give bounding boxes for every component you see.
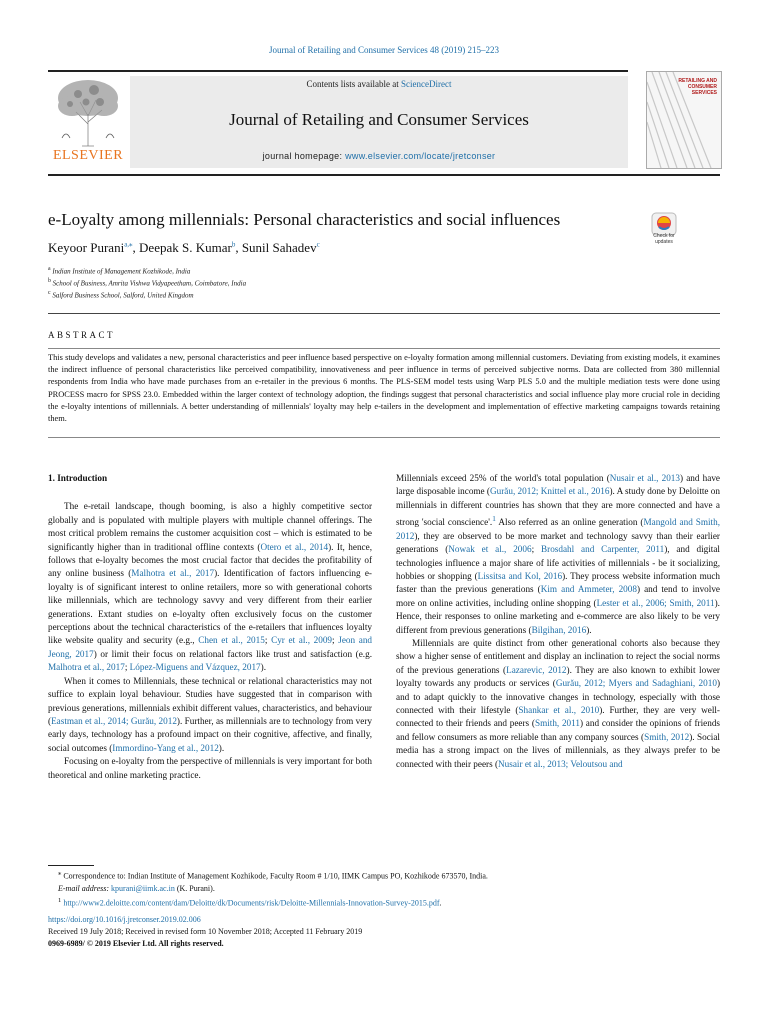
doi-link[interactable]: https://doi.org/10.1016/j.jretconser.2019.02.006 xyxy=(48,915,201,924)
footnote-1: $^1$ http://www2.deloitte.com/content/dam/Deloitte/dk/Documents/risk/Deloitte-Millennials-Innovation-Survey-2015.pdf. xyxy=(58,896,442,908)
body-paragraph: Focusing on e-loyalty from the perspective of millennials is very important for both theoretical and online marketing practice. xyxy=(48,756,372,780)
journal-cover-thumbnail[interactable] xyxy=(646,71,722,169)
deloitte-link[interactable]: http://www2.deloitte.com/content/dam/Deloitte/dk/Documents/risk/Deloitte-Millennials-Innovation-Survey-2015.pdf xyxy=(63,898,440,908)
affiliation-c: $^c$ Salford Business School, Salford, United Kingdom xyxy=(48,290,194,300)
header-top-rule xyxy=(48,70,628,72)
citation-link[interactable]: Lester et al., 2006; Smith, 2011 xyxy=(596,597,715,608)
left-column-body xyxy=(48,500,372,782)
cover-title: RETAILING AND CONSUMER SERVICES xyxy=(678,78,717,96)
author-name[interactable]: Deepak S. Kumar xyxy=(139,240,232,255)
journal-title: Journal of Retailing and Consumer Services xyxy=(229,110,529,129)
citation-link[interactable]: Lazarevic, 2012 xyxy=(506,664,567,675)
contents-line xyxy=(130,79,628,89)
citation-link[interactable]: Nusair et al., 2013; Veloutsou and xyxy=(498,758,623,769)
citation-link[interactable]: Kim and Ammeter, 2008 xyxy=(540,584,637,595)
copyright: 0969-6989/ © 2019 Elsevier Ltd. All rights reserved. xyxy=(48,939,224,948)
citation-link[interactable]: Smith, 2011 xyxy=(534,718,580,729)
body-paragraph: The e-retail landscape, though booming, is also a highly competitive sector globally and is populated with multiple players with multiple channel offerings. The most critical problem remains the customer acquisition cost – which is estimated to be significantly higher than in traditional offline contexts (Otero et al., 2014). It, hence, follows that e-loyalty becomes the most crucial factor that decides the profitability of any online business (Malhotra et al., 2017). Identification of factors influencing e-loyalty is of significant interest to online retailers, more so with generational cohorts like millennials, which are technology savvy and very different from their earlier generations. Extant studies on e-loyalty often exclusively focus on the customer perceptions about the technical characteristics of the e-retailers that influences loyalty like website quality and security (e.g., Chen et al., 2015; Cyr et al., 2009; Jeon and Jeong, 2017) or limit their focus on relational factors like trust and satisfaction (e.g. Malhotra et al., 2017; López-Miguens and Vázquez, 2017). xyxy=(48,501,373,673)
homepage-prefix: journal homepage: xyxy=(262,151,346,161)
citation-link[interactable]: Malhotra et al., 2017 xyxy=(131,568,215,579)
abstract-heading-rule xyxy=(48,348,720,349)
citation-link[interactable]: Brosdahl and Carpenter, 2011 xyxy=(541,544,665,555)
citation-link[interactable]: Lissitsa and Kol, 2016 xyxy=(477,570,563,581)
citation-link[interactable]: Smith, 2012 xyxy=(644,731,690,742)
citation-link[interactable]: Otero et al., 2014 xyxy=(260,541,329,552)
citation-link[interactable]: Chen et al., 2015 xyxy=(198,635,265,646)
citation-link[interactable]: Eastman et al., 2014; Gurău, 2012 xyxy=(51,715,177,726)
citation-link[interactable]: López-Miguens and Vázquez, 2017 xyxy=(129,662,261,673)
citation-link[interactable]: Mangold and Smith, 2012 xyxy=(396,517,720,541)
author-affiliation-marker[interactable]: b xyxy=(231,240,236,249)
author-list: Keyoor Purani$^{a,⁎}$, Deepak S. Kumar$^b$, Sunil Sahadev$^c$ xyxy=(48,240,320,255)
footnote-rule xyxy=(48,865,94,866)
citation-link[interactable]: Cyr et al., 2009 xyxy=(271,635,333,646)
author-name[interactable]: Keyoor Purani xyxy=(48,240,125,255)
citation-link[interactable]: Gurău, 2012; Knittel et al., 2016 xyxy=(490,486,610,497)
citation-link[interactable]: Nowak et al., 2006 xyxy=(448,544,532,555)
article-metadata xyxy=(48,914,362,950)
check-for-updates-button[interactable] xyxy=(646,212,682,252)
right-column xyxy=(396,472,720,771)
received-dates: Received 19 July 2018; Received in revised form 10 November 2018; Accepted 11 February 2019 xyxy=(48,927,363,936)
tree-icon xyxy=(48,76,128,148)
contents-prefix: Contents lists available at xyxy=(306,79,401,89)
abstract-text: This study develops and validates a new, personal characteristics and peer influence based perspective on e-loyalty formation among millennial customers. Deviating from existing models, it examines the indirect influence of personal characteristics like perceived compatibility, innovativeness and peer influence in terms of perceived subjective norms. Data are collected from 380 millennial respondents from India who have made purchases from an e-retailer in the previous 6 months. The PLS-SEM model tests using Warp PLS 5.0 and the multiple mediation tests were done using PROCESS macro for SPSS 23.0. Embedded within the larger context of technology adoption, the findings suggest that personal characteristics and social influence play more crucial role in deciding the e-loyalty intentions of millennials. A better understanding of millennials' loyalty may help e-tailers in the development and implementation of effective marketing campaigns towards retaining them. xyxy=(48,353,720,424)
email-footnote: E-mail address: kpurani@iimk.ac.in (K. Purani). xyxy=(58,883,215,893)
right-column-body xyxy=(396,472,720,771)
check-updates-label: Check for updates xyxy=(653,233,675,245)
citation-link[interactable]: Jeon and Jeong, 2017 xyxy=(48,635,373,659)
citation-link[interactable]: Shankar et al., 2010 xyxy=(518,704,600,715)
header-bottom-rule xyxy=(48,174,720,176)
homepage-link[interactable]: www.elsevier.com/locate/jretconser xyxy=(345,151,496,161)
citation-link[interactable]: Gurău, 2012; Myers and Sadaghiani, 2010 xyxy=(555,678,717,689)
correspondence-footnote: ⁎ Correspondence to: Indian Institute of Management Kozhikode, Faculty Room # 1/10, IIMK Campus PO, Kozhikode 673570, India. xyxy=(58,870,488,881)
publisher-name: ELSEVIER xyxy=(52,148,124,163)
body-paragraph: Millennials are quite distinct from other generational cohorts also because they show a higher sense of entitlement and display an inclination to reject the social norms of the previous generations (Lazarevic, 2012). They are also known to exhibit lower loyalty towards any products or services (Gurău, 2012; Myers and Sadaghiani, 2010) and to adapt quickly to the innovative changes in technology, especially with those connected with their lifestyle (Shankar et al., 2010). Further, they are very well-connected to their friends and peers (Smith, 2011) and consider the opinions of friends and fellow consumers as more reliable than any company sources (Smith, 2012). Social media has a strong impact on the lives of millennials, as they always prefer to be connected with their peers (Nusair et al., 2013; Veloutsou and xyxy=(396,637,720,769)
author-affiliation-marker[interactable]: a,⁎ xyxy=(124,240,133,249)
body-paragraph: Millennials exceed 25% of the world's total population (Nusair et al., 2013) and have large disposable income (Gurău, 2012; Knittel et al., 2016). A study done by Deloitte on millennials in different countries has shown that they are more connected and have a strong 'social conscience'.$^1$ Also referred as an online generation (Mangold and Smith, 2012), they are observed to be more market and technology savvy than their earlier generations (Nowak et al., 2006; Brosdahl and Carpenter, 2011), and digital technologies influence a major share of life activities of millennials - be it socializing, hobbies or shopping (Lissitsa and Kol, 2016). They process website information much faster than the previous generations (Kim and Ammeter, 2008) and tend to involve more on online activities, including online shopping (Lester et al., 2006; Smith, 2011). Hence, their responses to online marketing and e-commerce are also likely to be very different from previous generations (Bilgihan, 2016). xyxy=(396,473,721,635)
abstract-bottom-rule xyxy=(48,437,720,438)
affiliation-a: $^a$ Indian Institute of Management Kozhikode, India xyxy=(48,266,191,276)
footnote-marker[interactable]: 1 xyxy=(492,514,496,524)
section-heading-introduction: 1. Introduction xyxy=(48,473,108,483)
affiliation-b: $^b$ School of Business, Amrita Vishwa Vidyapeetham, Coimbatore, India xyxy=(48,278,247,288)
elsevier-logo xyxy=(48,76,128,168)
left-column xyxy=(48,472,372,782)
journal-homepage xyxy=(130,151,628,161)
citation-link[interactable]: Nusair et al., 2013 xyxy=(609,473,680,483)
footnotes xyxy=(48,868,720,909)
citation-link[interactable]: Immordino-Yang et al., 2012 xyxy=(112,742,219,753)
author-name[interactable]: Sunil Sahadev xyxy=(241,240,317,255)
citation-link[interactable]: Malhotra et al., 2017 xyxy=(48,662,125,673)
sciencedirect-link[interactable]: ScienceDirect xyxy=(401,79,452,89)
abstract-heading: ABSTRACT xyxy=(48,330,116,340)
author-affiliation-marker[interactable]: c xyxy=(316,240,320,249)
email-link[interactable]: kpurani@iimk.ac.in xyxy=(111,883,175,893)
journal-citation[interactable]: Journal of Retailing and Consumer Services 48 (2019) 215–223 xyxy=(269,45,499,55)
paper-title: e-Loyalty among millennials: Personal characteristics and social influences xyxy=(48,210,561,229)
citation-link[interactable]: Bilgihan, 2016 xyxy=(531,624,587,635)
body-paragraph: When it comes to Millennials, these technical or relational characteristics may not suffice to explain loyal behaviour. Studies have suggested that in comparison with previous generations, millennials exhibit different values, characteristics, and behaviour (Eastman et al., 2014; Gurău, 2012). Further, as millennials are to technology from very early days, technology has a profound impact on their cognitive, affective, and finally, social outcomes (Immordino-Yang et al., 2012). xyxy=(48,675,372,753)
abstract-top-rule xyxy=(48,313,720,314)
